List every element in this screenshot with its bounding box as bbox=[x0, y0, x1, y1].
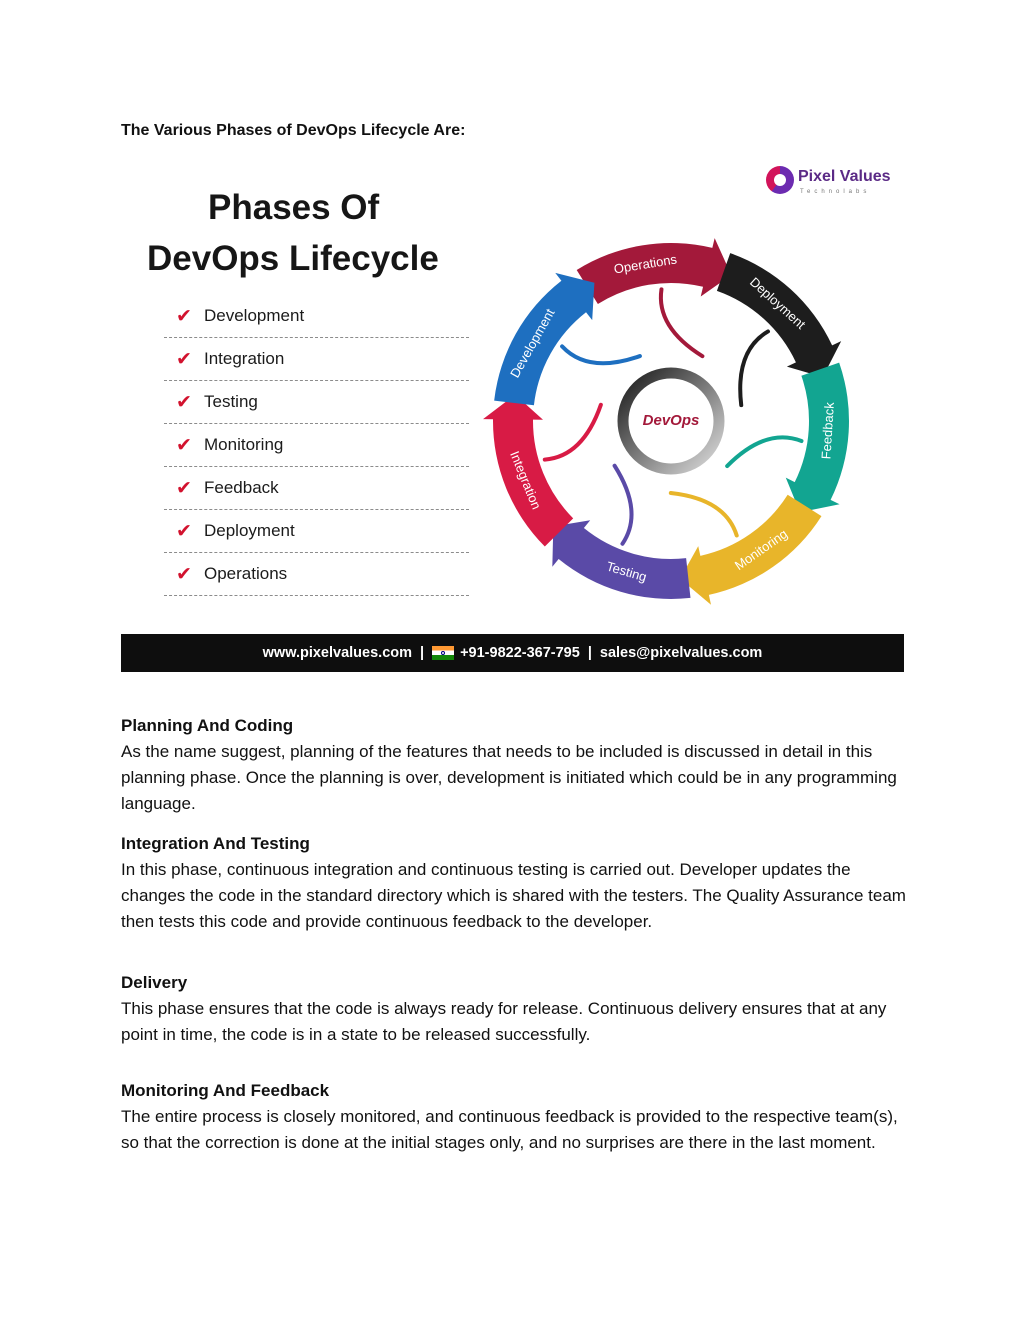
checkmark-icon: ✔ bbox=[176, 563, 192, 585]
logo-mark-icon bbox=[766, 166, 794, 194]
devops-cycle-diagram bbox=[481, 226, 861, 616]
cycle-label-development: Development bbox=[506, 306, 558, 381]
checklist-item bbox=[164, 338, 469, 381]
figure-title-line-1: Phases Of bbox=[208, 188, 380, 227]
center-label: DevOps bbox=[642, 411, 700, 429]
section-heading: Planning And Coding bbox=[121, 716, 294, 735]
cycle-swirl bbox=[671, 493, 737, 535]
logo-subtitle: Technolabs bbox=[800, 189, 871, 195]
devops-lifecycle-figure bbox=[121, 160, 904, 672]
checklist-item bbox=[164, 295, 469, 338]
cycle-label-monitoring: Monitoring bbox=[731, 526, 791, 574]
section-body: In this phase, continuous integration and continuous testing is carried out. Developer updates the changes the code in the standard directory which is shared with the testers. The Quality Assurance team then tests this code and provide continuous feedback to the developer. bbox=[121, 860, 906, 931]
cycle-label-testing: Testing bbox=[604, 558, 649, 585]
section-body: This phase ensures that the code is always ready for release. Continuous delivery ensures that at any point in time, the code is in a state to be released successfully. bbox=[121, 999, 887, 1044]
pixel-values-logo bbox=[766, 164, 901, 204]
section-heading: Delivery bbox=[121, 973, 188, 992]
footer-email: sales@pixelvalues.com bbox=[599, 645, 763, 661]
figure-title-line-2: DevOps Lifecycle bbox=[147, 239, 439, 278]
checklist-item-label: Testing bbox=[204, 392, 258, 411]
footer-website: www.pixelvalues.com bbox=[262, 645, 413, 661]
cycle-label-operations: Operations bbox=[612, 251, 678, 277]
section-heading: Integration And Testing bbox=[121, 834, 310, 853]
checkmark-icon: ✔ bbox=[176, 477, 192, 499]
checklist-item-label: Monitoring bbox=[204, 435, 284, 454]
footer-separator: | bbox=[420, 645, 425, 661]
cycle-label-feedback: Feedback bbox=[818, 401, 837, 460]
checklist-item bbox=[164, 467, 469, 510]
cycle-arrow-testing bbox=[552, 520, 690, 599]
checkmark-icon: ✔ bbox=[176, 348, 192, 370]
logo-name: Pixel Values bbox=[798, 168, 891, 185]
cycle-swirl bbox=[661, 289, 703, 356]
contact-footer-bar bbox=[121, 634, 904, 672]
cycle-label-deployment: Deployment bbox=[746, 274, 809, 332]
section-monitoring-feedback bbox=[121, 1078, 911, 1156]
india-flag-icon bbox=[432, 646, 454, 660]
section-integration-testing bbox=[121, 831, 911, 935]
section-body: The entire process is closely monitored, and continuous feedback is provided to the respective team(s), so that the correction is done at the initial stages only, and no surprises are there in the last moment. bbox=[121, 1107, 898, 1152]
checklist-item-label: Feedback bbox=[204, 478, 279, 497]
cycle-swirl bbox=[545, 405, 601, 460]
cycle-arrow-development bbox=[494, 273, 594, 405]
checklist-item-label: Development bbox=[204, 306, 305, 325]
checkmark-icon: ✔ bbox=[176, 520, 192, 542]
checklist-item bbox=[164, 424, 469, 467]
cycle-arrow-operations bbox=[577, 238, 732, 304]
section-heading: Monitoring And Feedback bbox=[121, 1081, 330, 1100]
section-delivery bbox=[121, 970, 911, 1048]
section-body: As the name suggest, planning of the features that needs to be included is discussed in detail in this planning phase. Once the planning is over, development is initiated which could be in any programming language. bbox=[121, 742, 897, 813]
cycle-swirl bbox=[615, 466, 632, 544]
checkmark-icon: ✔ bbox=[176, 391, 192, 413]
footer-phone: +91-9822-367-795 bbox=[460, 645, 580, 661]
checklist-item-label: Integration bbox=[204, 349, 285, 368]
checklist-item bbox=[164, 510, 469, 553]
cycle-swirl bbox=[562, 346, 640, 363]
cycle-swirl bbox=[740, 331, 768, 405]
cycle-label-integration: Integration bbox=[507, 448, 545, 512]
checkmark-icon: ✔ bbox=[176, 434, 192, 456]
cycle-swirl bbox=[727, 437, 801, 466]
checklist-item-label: Operations bbox=[204, 564, 288, 583]
checklist-item bbox=[164, 381, 469, 424]
checklist-item-label: Deployment bbox=[204, 521, 295, 540]
section-planning-coding bbox=[121, 713, 911, 817]
footer-separator: | bbox=[587, 645, 592, 661]
phase-checklist bbox=[164, 295, 469, 596]
cycle-arrow-deployment bbox=[717, 253, 841, 377]
figure-title bbox=[147, 182, 439, 284]
checklist-item bbox=[164, 553, 469, 596]
checkmark-icon: ✔ bbox=[176, 305, 192, 327]
intro-heading: The Various Phases of DevOps Lifecycle Are: bbox=[121, 122, 466, 139]
